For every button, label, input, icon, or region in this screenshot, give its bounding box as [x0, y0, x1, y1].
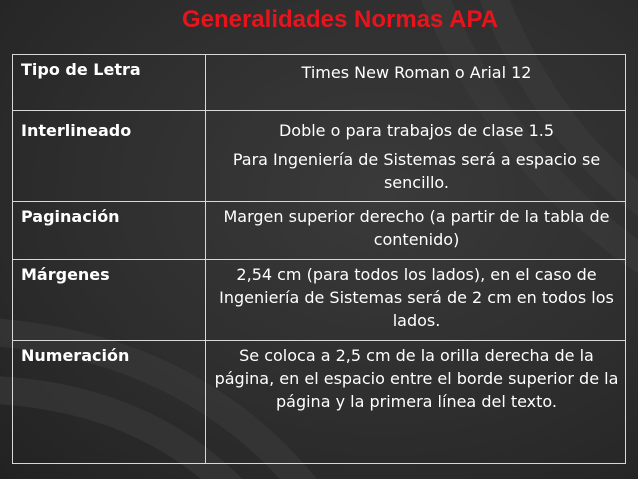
value-line: 2,54 cm (para todos los lados), en el caso de Ingeniería de Sistemas será de 2 cm en todos los lados. [219, 265, 614, 330]
table-row [13, 111, 626, 202]
row-label-paginacion: Paginación [13, 202, 206, 260]
value-line: Times New Roman o Arial 12 [301, 63, 532, 82]
row-label-numeracion: Numeración [13, 341, 206, 464]
row-label-margenes: Márgenes [13, 260, 206, 341]
table-row [13, 341, 626, 464]
value-line: Doble o para trabajos de clase 1.5 [278, 121, 555, 140]
row-value-margenes [206, 260, 626, 341]
value-line: Se coloca a 2,5 cm de la orilla derecha de la página, en el espacio entre el borde superior de la página y la primera línea del texto. [214, 346, 619, 411]
row-value-numeracion [206, 341, 626, 464]
row-label-tipo-de-letra: Tipo de Letra [13, 55, 206, 111]
row-value-interlineado [206, 111, 626, 202]
table-row [13, 55, 626, 111]
apa-table [12, 54, 626, 464]
row-value-tipo-de-letra [206, 55, 626, 111]
row-value-paginacion [206, 202, 626, 260]
slide-title: Generalidades Normas APA [181, 6, 499, 33]
row-label-interlineado: Interlineado [13, 111, 206, 202]
value-line: Para Ingeniería de Sistemas será a espacio se sencillo. [232, 150, 601, 192]
value-line: Margen superior derecho (a partir de la tabla de contenido) [223, 207, 610, 249]
table-row [13, 202, 626, 260]
table-row [13, 260, 626, 341]
